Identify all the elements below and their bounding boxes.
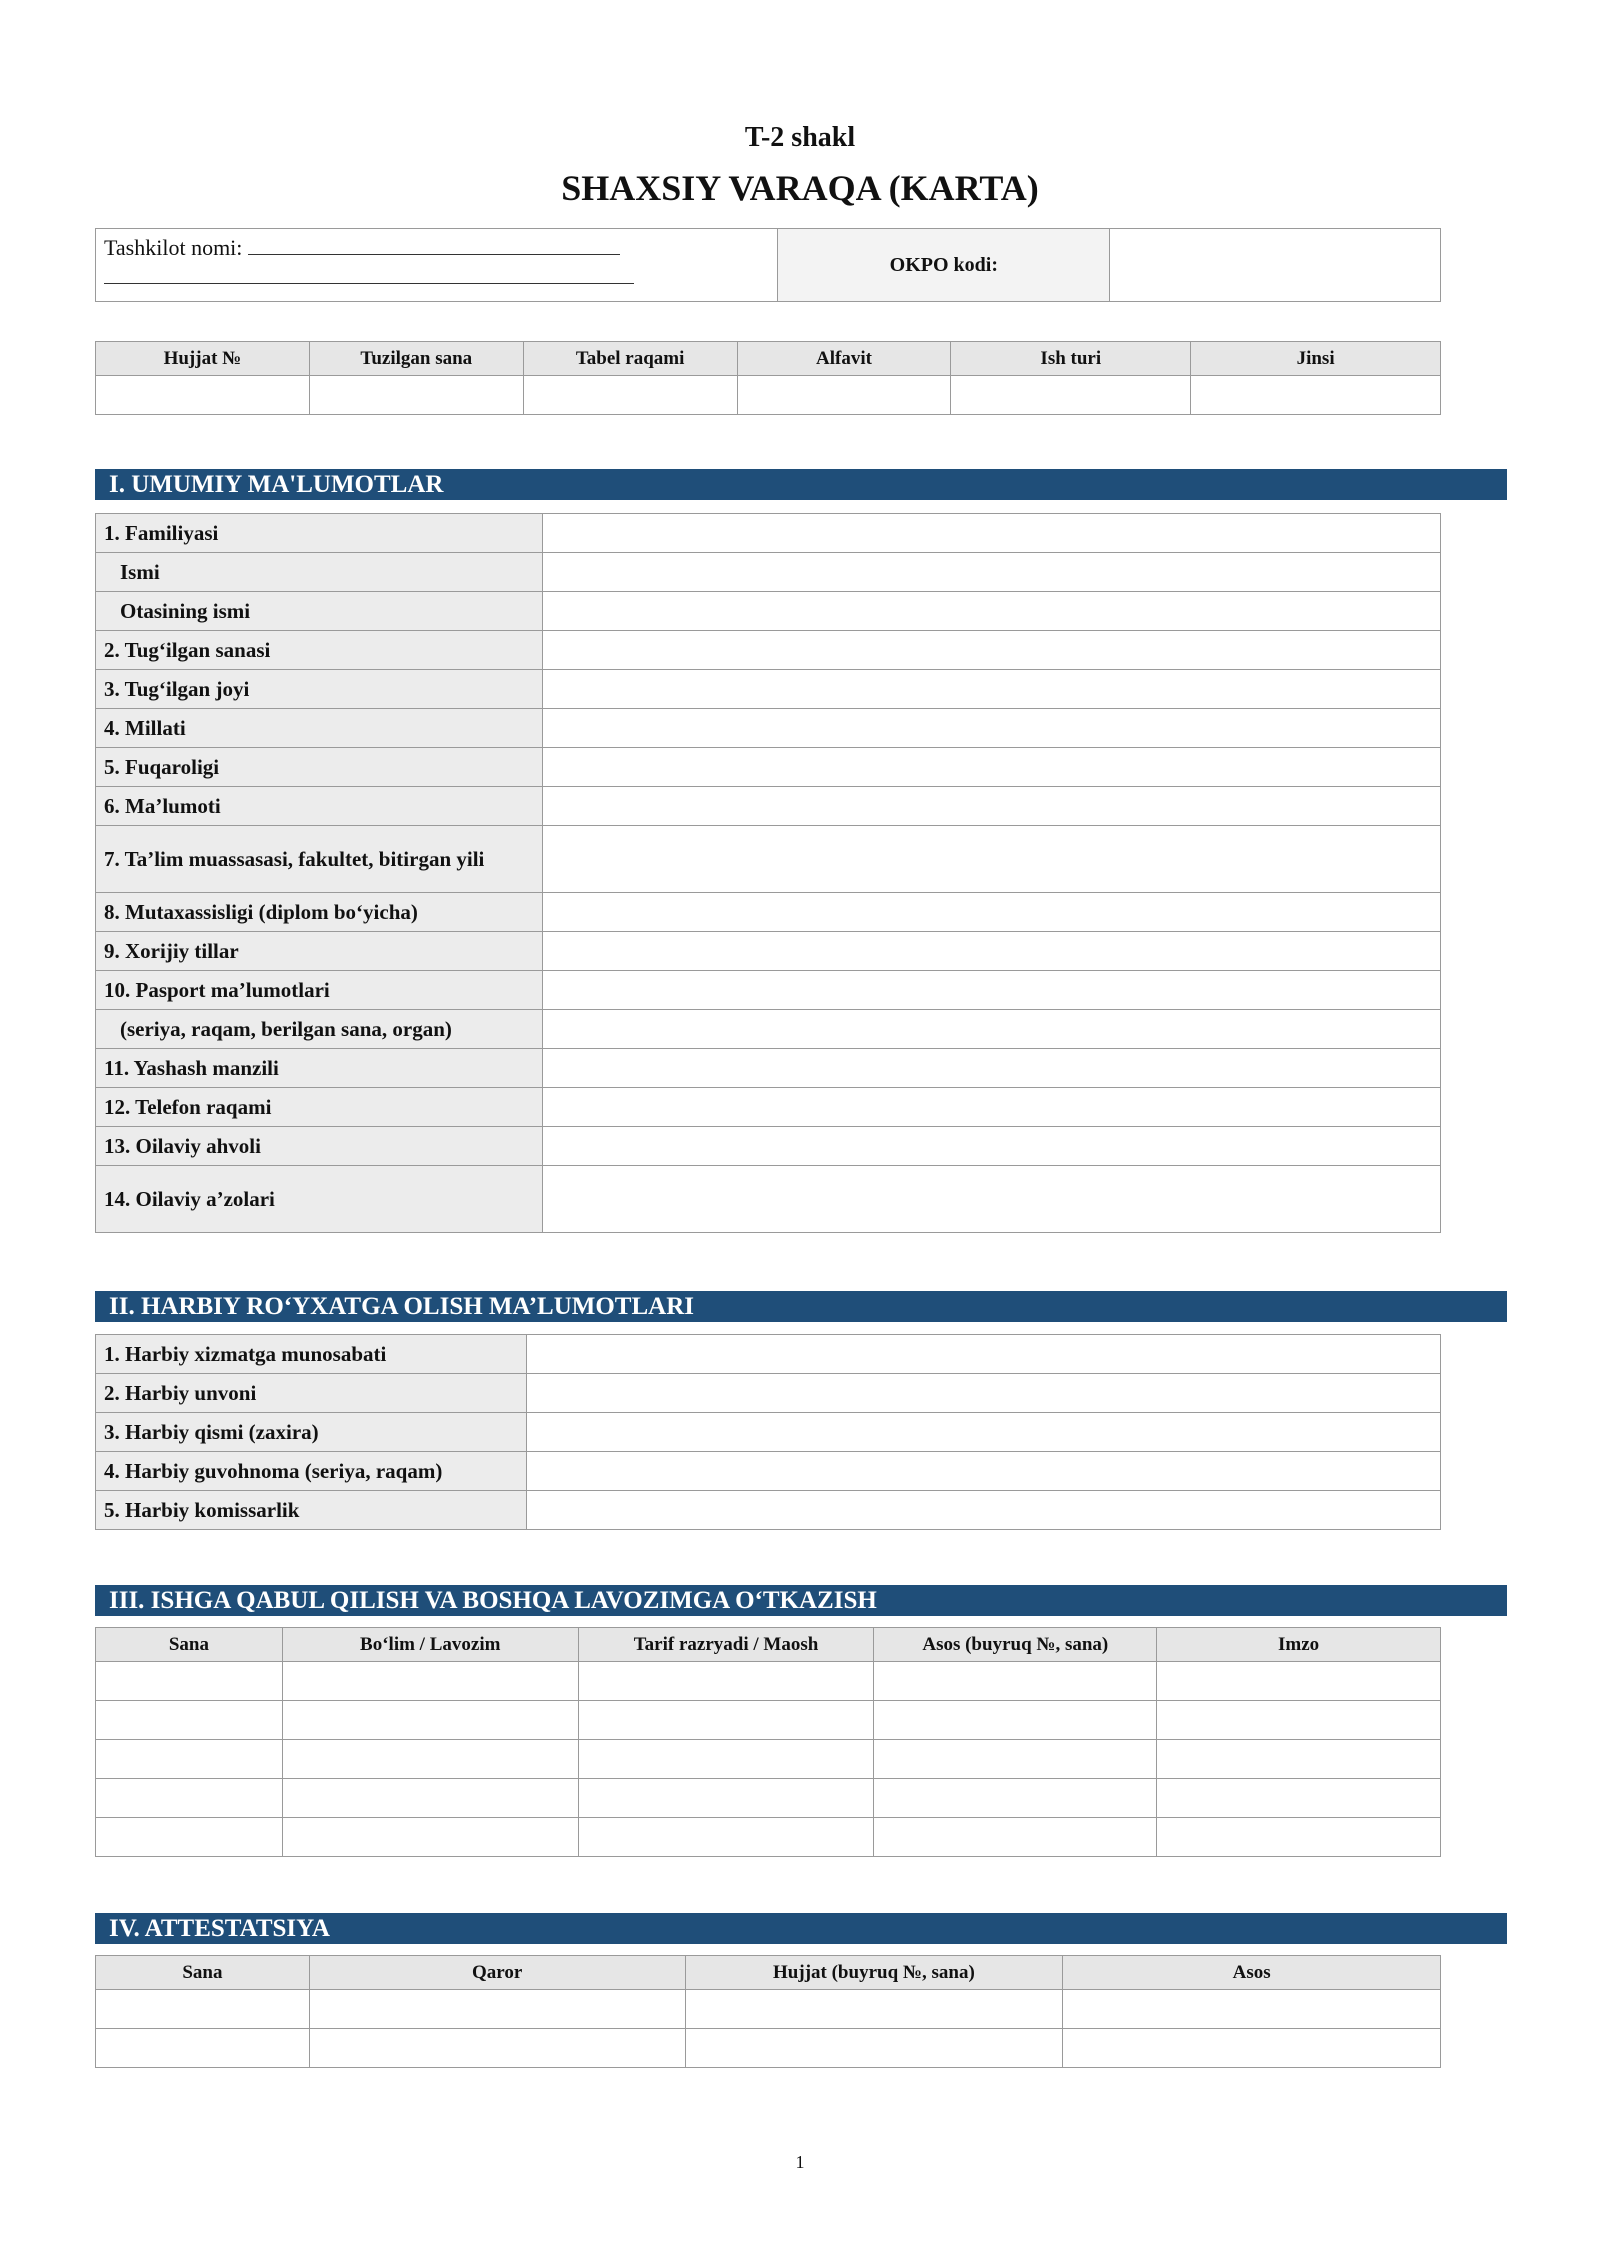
table-row bbox=[96, 1740, 1441, 1779]
form-code: T-2 shakl bbox=[744, 122, 856, 153]
field-value[interactable] bbox=[543, 1127, 1441, 1166]
table-cell[interactable] bbox=[309, 376, 523, 415]
document-info-header-row bbox=[96, 342, 1441, 376]
table-cell[interactable] bbox=[282, 1701, 578, 1740]
table-row bbox=[96, 1088, 1441, 1127]
field-label: 8. Mutaxassisligi (diplom bo‘yicha) bbox=[96, 893, 543, 932]
table-row bbox=[96, 1049, 1441, 1088]
field-value[interactable] bbox=[543, 631, 1441, 670]
table-cell[interactable] bbox=[578, 1779, 874, 1818]
field-label: 10. Pasport ma’lumotlari bbox=[96, 971, 543, 1010]
table-cell[interactable] bbox=[309, 1990, 685, 2029]
table-row bbox=[96, 1413, 1441, 1452]
field-label: 1. Familiyasi bbox=[96, 514, 543, 553]
field-label: 2. Harbiy unvoni bbox=[96, 1374, 527, 1413]
field-label: 12. Telefon raqami bbox=[96, 1088, 543, 1127]
field-value[interactable] bbox=[543, 1088, 1441, 1127]
table-cell[interactable] bbox=[951, 376, 1191, 415]
table-cell[interactable] bbox=[1157, 1662, 1441, 1701]
field-value[interactable] bbox=[543, 748, 1441, 787]
field-value[interactable] bbox=[543, 1010, 1441, 1049]
field-label: 13. Oilaviy ahvoli bbox=[96, 1127, 543, 1166]
attestation-header-row bbox=[96, 1956, 1441, 1990]
field-value[interactable] bbox=[543, 670, 1441, 709]
field-value[interactable] bbox=[543, 553, 1441, 592]
section-general-title: I. UMUMIY MA'LUMOTLAR bbox=[95, 469, 1507, 500]
section-attestation-title: IV. ATTESTATSIYA bbox=[95, 1913, 1507, 1944]
field-value[interactable] bbox=[527, 1374, 1441, 1413]
table-row bbox=[96, 1491, 1441, 1530]
organization-name-line bbox=[248, 236, 620, 255]
table-cell[interactable] bbox=[1063, 1990, 1441, 2029]
column-header: Alfavit bbox=[737, 342, 951, 376]
section-employment-title: III. ISHGA QABUL QILISH VA BOSHQA LAVOZIMGA O‘TKAZISH bbox=[95, 1585, 1507, 1616]
field-value[interactable] bbox=[527, 1452, 1441, 1491]
table-cell[interactable] bbox=[737, 376, 951, 415]
table-row bbox=[96, 787, 1441, 826]
table-cell[interactable] bbox=[874, 1779, 1157, 1818]
attestation-table bbox=[95, 1955, 1441, 2068]
organization-name-cell[interactable] bbox=[96, 229, 778, 302]
table-row bbox=[96, 514, 1441, 553]
table-cell[interactable] bbox=[578, 1701, 874, 1740]
field-value[interactable] bbox=[543, 514, 1441, 553]
table-cell[interactable] bbox=[282, 1779, 578, 1818]
section-military-title: II. HARBIY RO‘YXATGA OLISH MA’LUMOTLARI bbox=[95, 1291, 1507, 1322]
general-info-table bbox=[95, 513, 1441, 1233]
column-header: Tabel raqami bbox=[523, 342, 737, 376]
table-row bbox=[96, 893, 1441, 932]
table-row bbox=[96, 631, 1441, 670]
table-row bbox=[96, 1990, 1441, 2029]
table-cell[interactable] bbox=[874, 1701, 1157, 1740]
table-cell[interactable] bbox=[1157, 1740, 1441, 1779]
table-cell[interactable] bbox=[523, 376, 737, 415]
field-value[interactable] bbox=[543, 932, 1441, 971]
field-label: 2. Tug‘ilgan sanasi bbox=[96, 631, 543, 670]
field-value[interactable] bbox=[527, 1335, 1441, 1374]
organization-name-line-2 bbox=[104, 261, 634, 284]
table-row bbox=[96, 709, 1441, 748]
field-label: 11. Yashash manzili bbox=[96, 1049, 543, 1088]
table-cell[interactable] bbox=[874, 1740, 1157, 1779]
field-value[interactable] bbox=[543, 709, 1441, 748]
column-header: Asos (buyruq №, sana) bbox=[874, 1628, 1157, 1662]
table-cell[interactable] bbox=[96, 1740, 283, 1779]
document-title: SHAXSIY VARAQA (KARTA) bbox=[561, 168, 1039, 208]
table-row bbox=[96, 1779, 1441, 1818]
table-cell[interactable] bbox=[1191, 376, 1441, 415]
field-label: 14. Oilaviy a’zolari bbox=[96, 1166, 543, 1233]
column-header: Asos bbox=[1063, 1956, 1441, 1990]
table-cell[interactable] bbox=[874, 1818, 1157, 1857]
field-label: 7. Ta’lim muassasasi, fakultet, bitirgan yili bbox=[96, 826, 543, 893]
table-row bbox=[96, 592, 1441, 631]
column-header: Ish turi bbox=[951, 342, 1191, 376]
employment-header-row bbox=[96, 1628, 1441, 1662]
table-row bbox=[96, 932, 1441, 971]
column-header: Bo‘lim / Lavozim bbox=[282, 1628, 578, 1662]
field-value[interactable] bbox=[543, 1049, 1441, 1088]
table-row bbox=[96, 553, 1441, 592]
field-label: 3. Harbiy qismi (zaxira) bbox=[96, 1413, 527, 1452]
column-header: Sana bbox=[96, 1956, 310, 1990]
table-cell[interactable] bbox=[578, 1818, 874, 1857]
table-row bbox=[96, 1662, 1441, 1701]
table-cell[interactable] bbox=[685, 2029, 1063, 2068]
table-row bbox=[96, 1818, 1441, 1857]
column-header: Hujjat № bbox=[96, 342, 310, 376]
column-header: Jinsi bbox=[1191, 342, 1441, 376]
table-cell[interactable] bbox=[96, 1662, 283, 1701]
table-row bbox=[96, 748, 1441, 787]
employment-table bbox=[95, 1627, 1441, 1857]
field-value[interactable] bbox=[543, 592, 1441, 631]
table-cell[interactable] bbox=[578, 1662, 874, 1701]
field-label: 1. Harbiy xizmatga munosabati bbox=[96, 1335, 527, 1374]
field-label: 5. Harbiy komissarlik bbox=[96, 1491, 527, 1530]
okpo-label: OKPO kodi: bbox=[778, 229, 1110, 302]
table-cell[interactable] bbox=[309, 2029, 685, 2068]
field-value[interactable] bbox=[543, 893, 1441, 932]
table-row bbox=[96, 2029, 1441, 2068]
field-label: (seriya, raqam, berilgan sana, organ) bbox=[96, 1010, 543, 1049]
table-row bbox=[96, 1701, 1441, 1740]
organization-name-label: Tashkilot nomi: bbox=[104, 235, 243, 260]
table-row bbox=[96, 826, 1441, 893]
military-info-table bbox=[95, 1334, 1441, 1530]
column-header: Hujjat (buyruq №, sana) bbox=[685, 1956, 1063, 1990]
table-cell[interactable] bbox=[1157, 1779, 1441, 1818]
field-label: 6. Ma’lumoti bbox=[96, 787, 543, 826]
table-cell[interactable] bbox=[96, 1818, 283, 1857]
table-cell[interactable] bbox=[96, 1779, 283, 1818]
field-label: Ismi bbox=[96, 553, 543, 592]
table-row bbox=[96, 971, 1441, 1010]
column-header: Qaror bbox=[309, 1956, 685, 1990]
field-value[interactable] bbox=[543, 1166, 1441, 1233]
table-row bbox=[96, 1452, 1441, 1491]
document-info-table bbox=[95, 341, 1441, 415]
table-cell[interactable] bbox=[685, 1990, 1063, 2029]
table-cell[interactable] bbox=[96, 376, 310, 415]
table-cell[interactable] bbox=[578, 1740, 874, 1779]
table-cell[interactable] bbox=[1157, 1818, 1441, 1857]
organization-table bbox=[95, 228, 1441, 302]
table-row bbox=[96, 376, 1441, 415]
column-header: Imzo bbox=[1157, 1628, 1441, 1662]
field-label: 4. Millati bbox=[96, 709, 543, 748]
field-value[interactable] bbox=[543, 826, 1441, 893]
field-label: 9. Xorijiy tillar bbox=[96, 932, 543, 971]
table-cell[interactable] bbox=[96, 2029, 310, 2068]
field-label: 4. Harbiy guvohnoma (seriya, raqam) bbox=[96, 1452, 527, 1491]
table-cell[interactable] bbox=[96, 1990, 310, 2029]
field-label: Otasining ismi bbox=[96, 592, 543, 631]
field-label: 5. Fuqaroligi bbox=[96, 748, 543, 787]
table-row bbox=[96, 1127, 1441, 1166]
field-value[interactable] bbox=[527, 1491, 1441, 1530]
table-cell[interactable] bbox=[874, 1662, 1157, 1701]
column-header: Tarif razryadi / Maosh bbox=[578, 1628, 874, 1662]
table-cell[interactable] bbox=[1063, 2029, 1441, 2068]
table-cell[interactable] bbox=[282, 1818, 578, 1857]
column-header: Sana bbox=[96, 1628, 283, 1662]
table-cell[interactable] bbox=[1157, 1701, 1441, 1740]
table-cell[interactable] bbox=[282, 1740, 578, 1779]
okpo-value-field[interactable] bbox=[1110, 229, 1441, 302]
table-row bbox=[96, 1374, 1441, 1413]
field-value[interactable] bbox=[527, 1413, 1441, 1452]
table-row bbox=[96, 1335, 1441, 1374]
field-label: 3. Tug‘ilgan joyi bbox=[96, 670, 543, 709]
table-row bbox=[96, 1010, 1441, 1049]
column-header: Tuzilgan sana bbox=[309, 342, 523, 376]
table-cell[interactable] bbox=[282, 1662, 578, 1701]
table-cell[interactable] bbox=[96, 1701, 283, 1740]
table-row bbox=[96, 1166, 1441, 1233]
table-row bbox=[96, 670, 1441, 709]
field-value[interactable] bbox=[543, 787, 1441, 826]
page-number: 1 bbox=[795, 2152, 805, 2172]
field-value[interactable] bbox=[543, 971, 1441, 1010]
